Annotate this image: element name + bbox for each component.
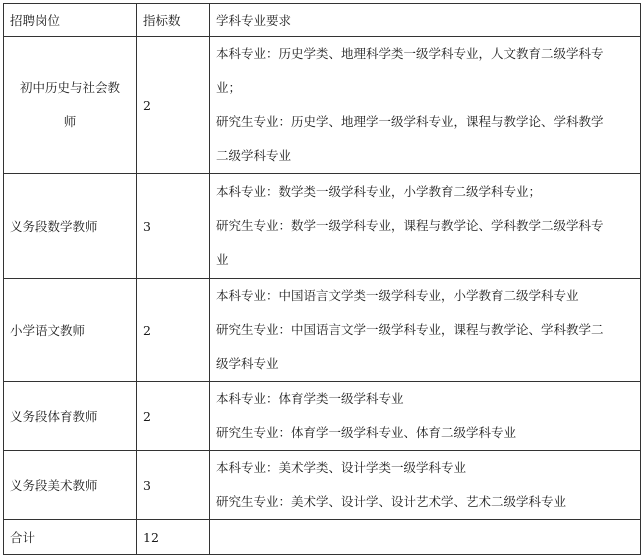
total-count: 12 <box>137 520 210 555</box>
total-row <box>4 520 641 555</box>
table-row <box>4 451 641 520</box>
requirement-cell <box>210 451 641 520</box>
table-row <box>4 382 641 451</box>
requirement-line: 研究生专业：美术学、设计学、设计艺术学、艺术二级学科专业 <box>216 494 567 509</box>
requirement-line: 本科专业：体育学类一级学科专业 <box>216 391 404 406</box>
post-cell: 义务段体育教师 <box>4 382 137 451</box>
header-count: 指标数 <box>137 4 210 37</box>
requirement-line: 研究生专业：数学一级学科专业，课程与教学论、学科教学二级学科专 <box>216 218 604 233</box>
header-requirement: 学科专业要求 <box>210 4 641 37</box>
count-cell: 3 <box>137 451 210 520</box>
table-header-row <box>4 4 641 37</box>
count-cell: 3 <box>137 174 210 279</box>
post-label: 初中历史与社会教师 <box>19 80 120 129</box>
count-cell: 2 <box>137 279 210 382</box>
requirement-cell <box>210 279 641 382</box>
table-row <box>4 279 641 382</box>
requirement-line: 研究生专业：历史学、地理学一级学科专业，课程与教学论、学科教学 <box>216 114 604 129</box>
table-row <box>4 37 641 174</box>
requirement-line: 研究生专业：中国语言文学一级学科专业，课程与教学论、学科教学二 <box>216 322 604 337</box>
total-requirement <box>210 520 641 555</box>
requirement-line: 级学科专业 <box>216 356 279 371</box>
requirement-line: 业 <box>216 252 229 267</box>
post-cell <box>4 37 137 174</box>
post-cell: 义务段数学教师 <box>4 174 137 279</box>
requirement-cell <box>210 174 641 279</box>
requirement-cell <box>210 382 641 451</box>
table-row <box>4 174 641 279</box>
post-cell: 小学语文教师 <box>4 279 137 382</box>
count-cell: 2 <box>137 37 210 174</box>
requirement-line: 本科专业：中国语言文学类一级学科专业，小学教育二级学科专业 <box>216 288 579 303</box>
count-cell: 2 <box>137 382 210 451</box>
requirement-line: 本科专业：数学类一级学科专业，小学教育二级学科专业； <box>216 184 542 199</box>
requirement-line: 研究生专业：体育学一级学科专业、体育二级学科专业 <box>216 425 517 440</box>
requirement-line: 二级学科专业 <box>216 148 292 163</box>
total-label: 合计 <box>4 520 137 555</box>
header-post: 招聘岗位 <box>4 4 137 37</box>
recruitment-table <box>3 3 641 555</box>
requirement-line: 本科专业：美术学类、设计学类一级学科专业 <box>216 460 467 475</box>
requirement-line: 业； <box>216 80 242 95</box>
post-cell: 义务段美术教师 <box>4 451 137 520</box>
requirement-line: 本科专业：历史学类、地理科学类一级学科专业，人文教育二级学科专 <box>216 46 604 61</box>
requirement-cell <box>210 37 641 174</box>
